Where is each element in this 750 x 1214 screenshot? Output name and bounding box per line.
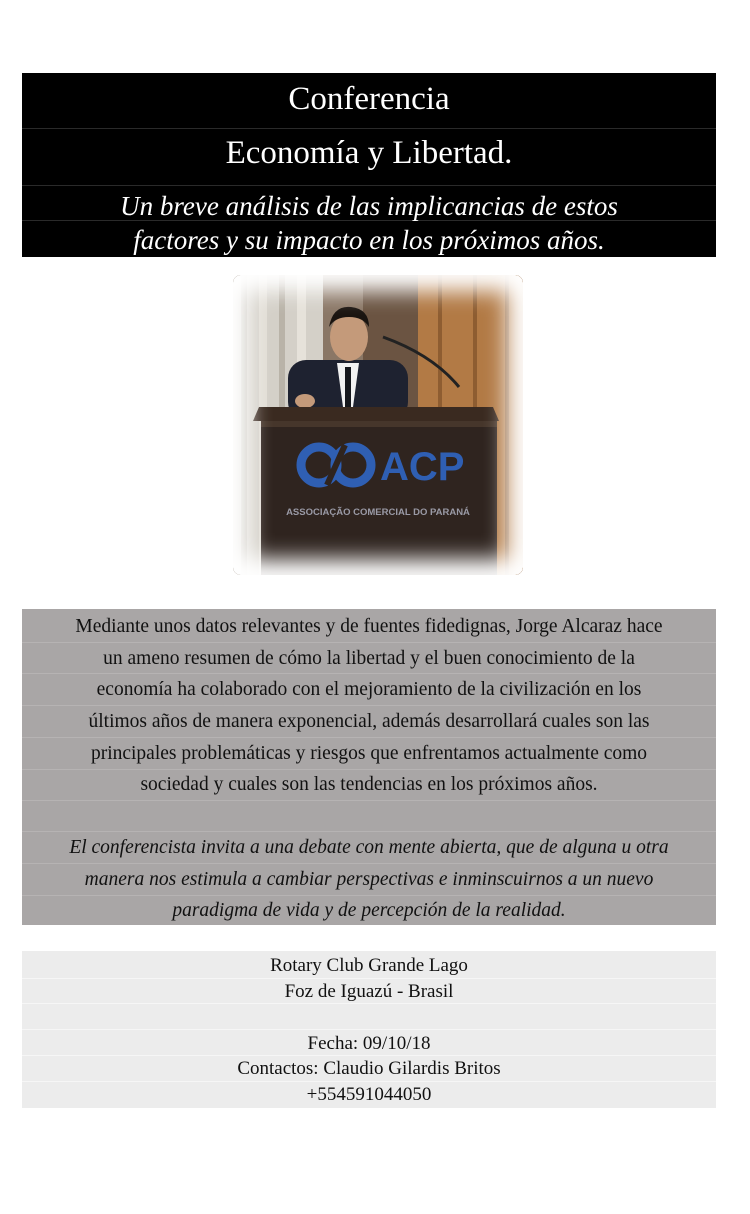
divider <box>22 185 716 186</box>
location: Foz de Iguazú - Brasil <box>284 981 454 1002</box>
speaker-photo <box>233 275 523 575</box>
description-line: un ameno resumen de cómo la libertad y el buen conocimiento de la <box>103 648 635 669</box>
description-line: Mediante unos datos relevantes y de fuentes fidedignas, Jorge Alcaraz hace <box>75 616 663 637</box>
event-subtitle: Economía y Libertad. <box>225 135 513 171</box>
event-date: Fecha: 09/10/18 <box>307 1033 431 1054</box>
description-line: principales problemáticas y riesgos que enfrentamos actualmente como <box>90 743 648 764</box>
podium-logo-text: ACP <box>380 445 465 489</box>
event-info <box>22 951 716 1108</box>
contact-phone: +554591044050 <box>306 1084 432 1105</box>
description-line: sociedad y cuales son las tendencias en los próximos años. <box>140 774 598 795</box>
event-description <box>22 609 716 925</box>
divider <box>22 128 716 129</box>
invitation-line: paradigma de vida y de percepción de la realidad. <box>172 900 566 921</box>
event-title: Conferencia <box>288 81 450 117</box>
event-header <box>22 73 716 257</box>
contact-name: Contactos: Claudio Gilardis Britos <box>237 1058 501 1079</box>
invitation-line: El conferencista invita a una debate con mente abierta, que de alguna u otra <box>69 837 669 858</box>
invitation-line: manera nos estimula a cambiar perspectivas e inminscuirnos a un nuevo <box>84 869 654 890</box>
description-line: economía ha colaborado con el mejoramiento de la civilización en los <box>96 679 642 700</box>
organizer: Rotary Club Grande Lago <box>270 955 468 976</box>
event-tagline-line1: Un breve análisis de las implicancias de estos <box>120 191 618 221</box>
podium-caption: ASSOCIAÇÃO COMERCIAL DO PARANÁ <box>286 507 470 518</box>
event-tagline-line2: factores y su impacto en los próximos años. <box>133 225 605 255</box>
description-line: últimos años de manera exponencial, además desarrollará cuales son las <box>88 711 650 732</box>
